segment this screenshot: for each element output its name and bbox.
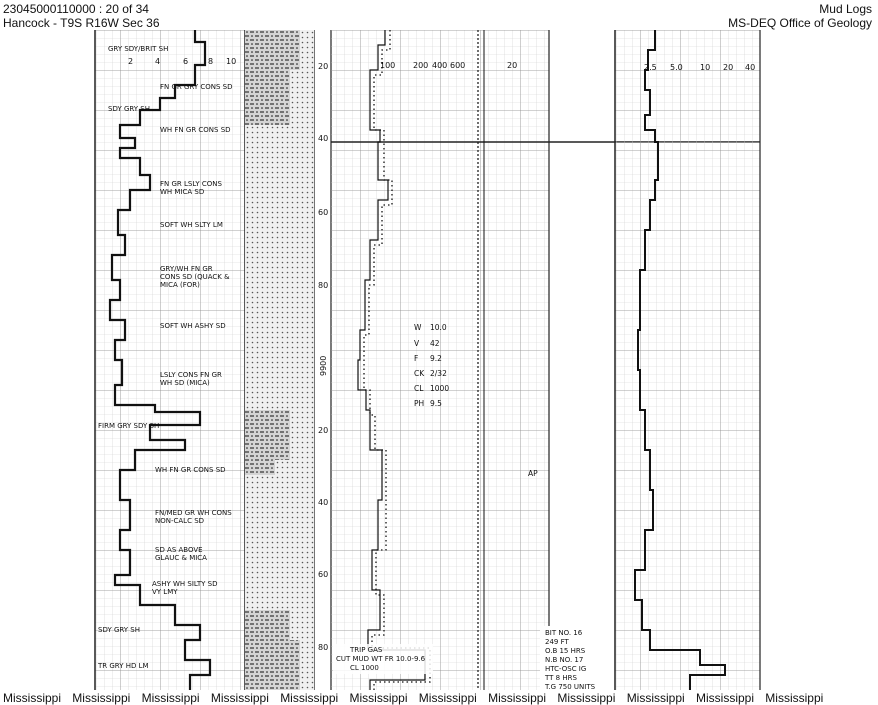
lithology-label: NON-CALC SD bbox=[155, 517, 205, 525]
lithology-label: WH MICA SD bbox=[160, 188, 205, 196]
gas-scale-tick: 600 bbox=[450, 61, 466, 70]
depth-mark: 20 bbox=[318, 426, 329, 435]
lithology-label: SDY GRY SH bbox=[98, 626, 140, 634]
gas-scale-tick: 400 bbox=[432, 61, 448, 70]
agency-label: MS-DEQ Office of Geology bbox=[728, 16, 872, 30]
bit-record bbox=[540, 626, 612, 690]
state-footer bbox=[0, 690, 878, 705]
mud-prop-key: CK bbox=[414, 369, 425, 378]
document-type-label: Mud Logs bbox=[819, 2, 872, 16]
bit-info-line: BIT NO. 16 bbox=[545, 629, 583, 637]
gas-note: TRIP GAS bbox=[350, 646, 383, 654]
bit-info-line: N.B NO. 17 bbox=[545, 656, 584, 664]
lithology-label: GRY SDY/BRIT SH bbox=[108, 45, 169, 53]
depth-mark: 40 bbox=[318, 134, 329, 143]
lithology-label: TR GRY HD LM bbox=[98, 662, 149, 670]
lithology-label: LSLY CONS FN GR bbox=[160, 371, 222, 379]
state-label: Mississippi bbox=[557, 691, 616, 705]
rop-scale-tick: 10 bbox=[226, 57, 237, 66]
depth-mark: 20 bbox=[318, 62, 329, 71]
lithology-label: FIRM GRY SDY SH bbox=[98, 422, 160, 430]
chloride-scale-tick: 5.0 bbox=[670, 63, 683, 72]
lithology-label: GRY/WH FN GR bbox=[160, 265, 213, 273]
bit-info-line: O.B 15 HRS bbox=[545, 647, 586, 655]
lithology-label: ASHY WH SILTY SD bbox=[152, 580, 218, 588]
lithology-label: WH FN GR CONS SD bbox=[160, 126, 231, 134]
mud-prop-key: W bbox=[414, 323, 422, 332]
lithology-label: MICA (FOR) bbox=[160, 281, 200, 289]
state-label: Mississippi bbox=[765, 691, 824, 705]
depth-mark: 40 bbox=[318, 498, 329, 507]
state-label: Mississippi bbox=[280, 691, 339, 705]
bit-info-line: TT 8 HRS bbox=[545, 674, 577, 682]
lithology-label: FN GR GRY CONS SD bbox=[160, 83, 233, 91]
mud-prop-key: F bbox=[414, 354, 419, 363]
ap-marker: AP bbox=[528, 469, 538, 478]
mud-log-scan bbox=[0, 30, 878, 690]
depth-mark: 60 bbox=[318, 570, 329, 579]
bit-info-line: T.G 750 UNITS bbox=[545, 683, 596, 690]
mud-prop-value: 42 bbox=[430, 339, 440, 348]
depth-main-label: 9900 bbox=[319, 355, 328, 376]
well-location-label: Hancock - T9S R16W Sec 36 bbox=[3, 16, 160, 30]
gas-note: CUT MUD WT FR 10.0-9.6 bbox=[336, 655, 426, 663]
state-label: Mississippi bbox=[696, 691, 755, 705]
mud-prop-value: 10.0 bbox=[430, 323, 447, 332]
chloride-scale-tick: 40 bbox=[745, 63, 756, 72]
gas-scale-tick: 200 bbox=[413, 61, 429, 70]
rop-scale-tick: 4 bbox=[155, 57, 161, 66]
state-label: Mississippi bbox=[210, 691, 269, 705]
mud-prop-key: CL bbox=[414, 384, 424, 393]
chloride-scale-tick: 20 bbox=[723, 63, 734, 72]
lithology-track bbox=[245, 30, 315, 690]
depth-mark: 80 bbox=[318, 281, 329, 290]
mud-prop-value: 9.2 bbox=[430, 354, 442, 363]
lithology-label: GLAUC & MICA bbox=[155, 554, 207, 562]
gas-scale-tick: 100 bbox=[380, 61, 396, 70]
gas-notes bbox=[333, 644, 433, 674]
state-label: Mississippi bbox=[72, 691, 131, 705]
bit-info-line: HTC-OSC IG bbox=[545, 665, 587, 673]
mud-prop-key: PH bbox=[414, 399, 425, 408]
bit-info-line: 249 FT bbox=[545, 638, 569, 646]
state-label: Mississippi bbox=[141, 691, 200, 705]
state-label: Mississippi bbox=[349, 691, 408, 705]
depth-mark: 60 bbox=[318, 208, 329, 217]
state-label: Mississippi bbox=[418, 691, 477, 705]
state-label: Mississippi bbox=[3, 691, 62, 705]
lithology-label: FN GR LSLY CONS bbox=[160, 180, 222, 188]
chloride-scale-tick: 10 bbox=[700, 63, 711, 72]
rop-scale-tick: 2 bbox=[128, 57, 134, 66]
state-label: Mississippi bbox=[626, 691, 685, 705]
lithology-label: SOFT WH SLTY LM bbox=[160, 221, 223, 229]
rop-scale-tick: 6 bbox=[183, 57, 189, 66]
lithology-label: FN/MED GR WH CONS bbox=[155, 509, 232, 517]
lithology-label: WH SD (MICA) bbox=[160, 379, 210, 387]
chloride-scale-tick: 2.5 bbox=[644, 63, 657, 72]
gas-scale-tick: 20 bbox=[507, 61, 518, 70]
chloride-track bbox=[615, 30, 760, 690]
mud-prop-value: 1000 bbox=[430, 384, 450, 393]
rop-scale-tick: 8 bbox=[208, 57, 214, 66]
mud-prop-key: V bbox=[414, 339, 420, 348]
well-id-page-label: 23045000110000 : 20 of 34 bbox=[3, 2, 149, 16]
gas-note: CL 1000 bbox=[350, 664, 379, 672]
mud-prop-value: 9.5 bbox=[430, 399, 442, 408]
lithology-label: SOFT WH ASHY SD bbox=[160, 322, 226, 330]
lithology-label: SDY GRY SH bbox=[108, 105, 150, 113]
lithology-label: CONS SD (QUACK & bbox=[160, 273, 230, 281]
lithology-label: WH FN GR CONS SD bbox=[155, 466, 226, 474]
state-label: Mississippi bbox=[488, 691, 547, 705]
lithology-label: VY LMY bbox=[152, 588, 178, 596]
lithology-label: SD AS ABOVE bbox=[155, 546, 203, 554]
depth-mark: 80 bbox=[318, 643, 329, 652]
mud-prop-value: 2/32 bbox=[430, 369, 447, 378]
